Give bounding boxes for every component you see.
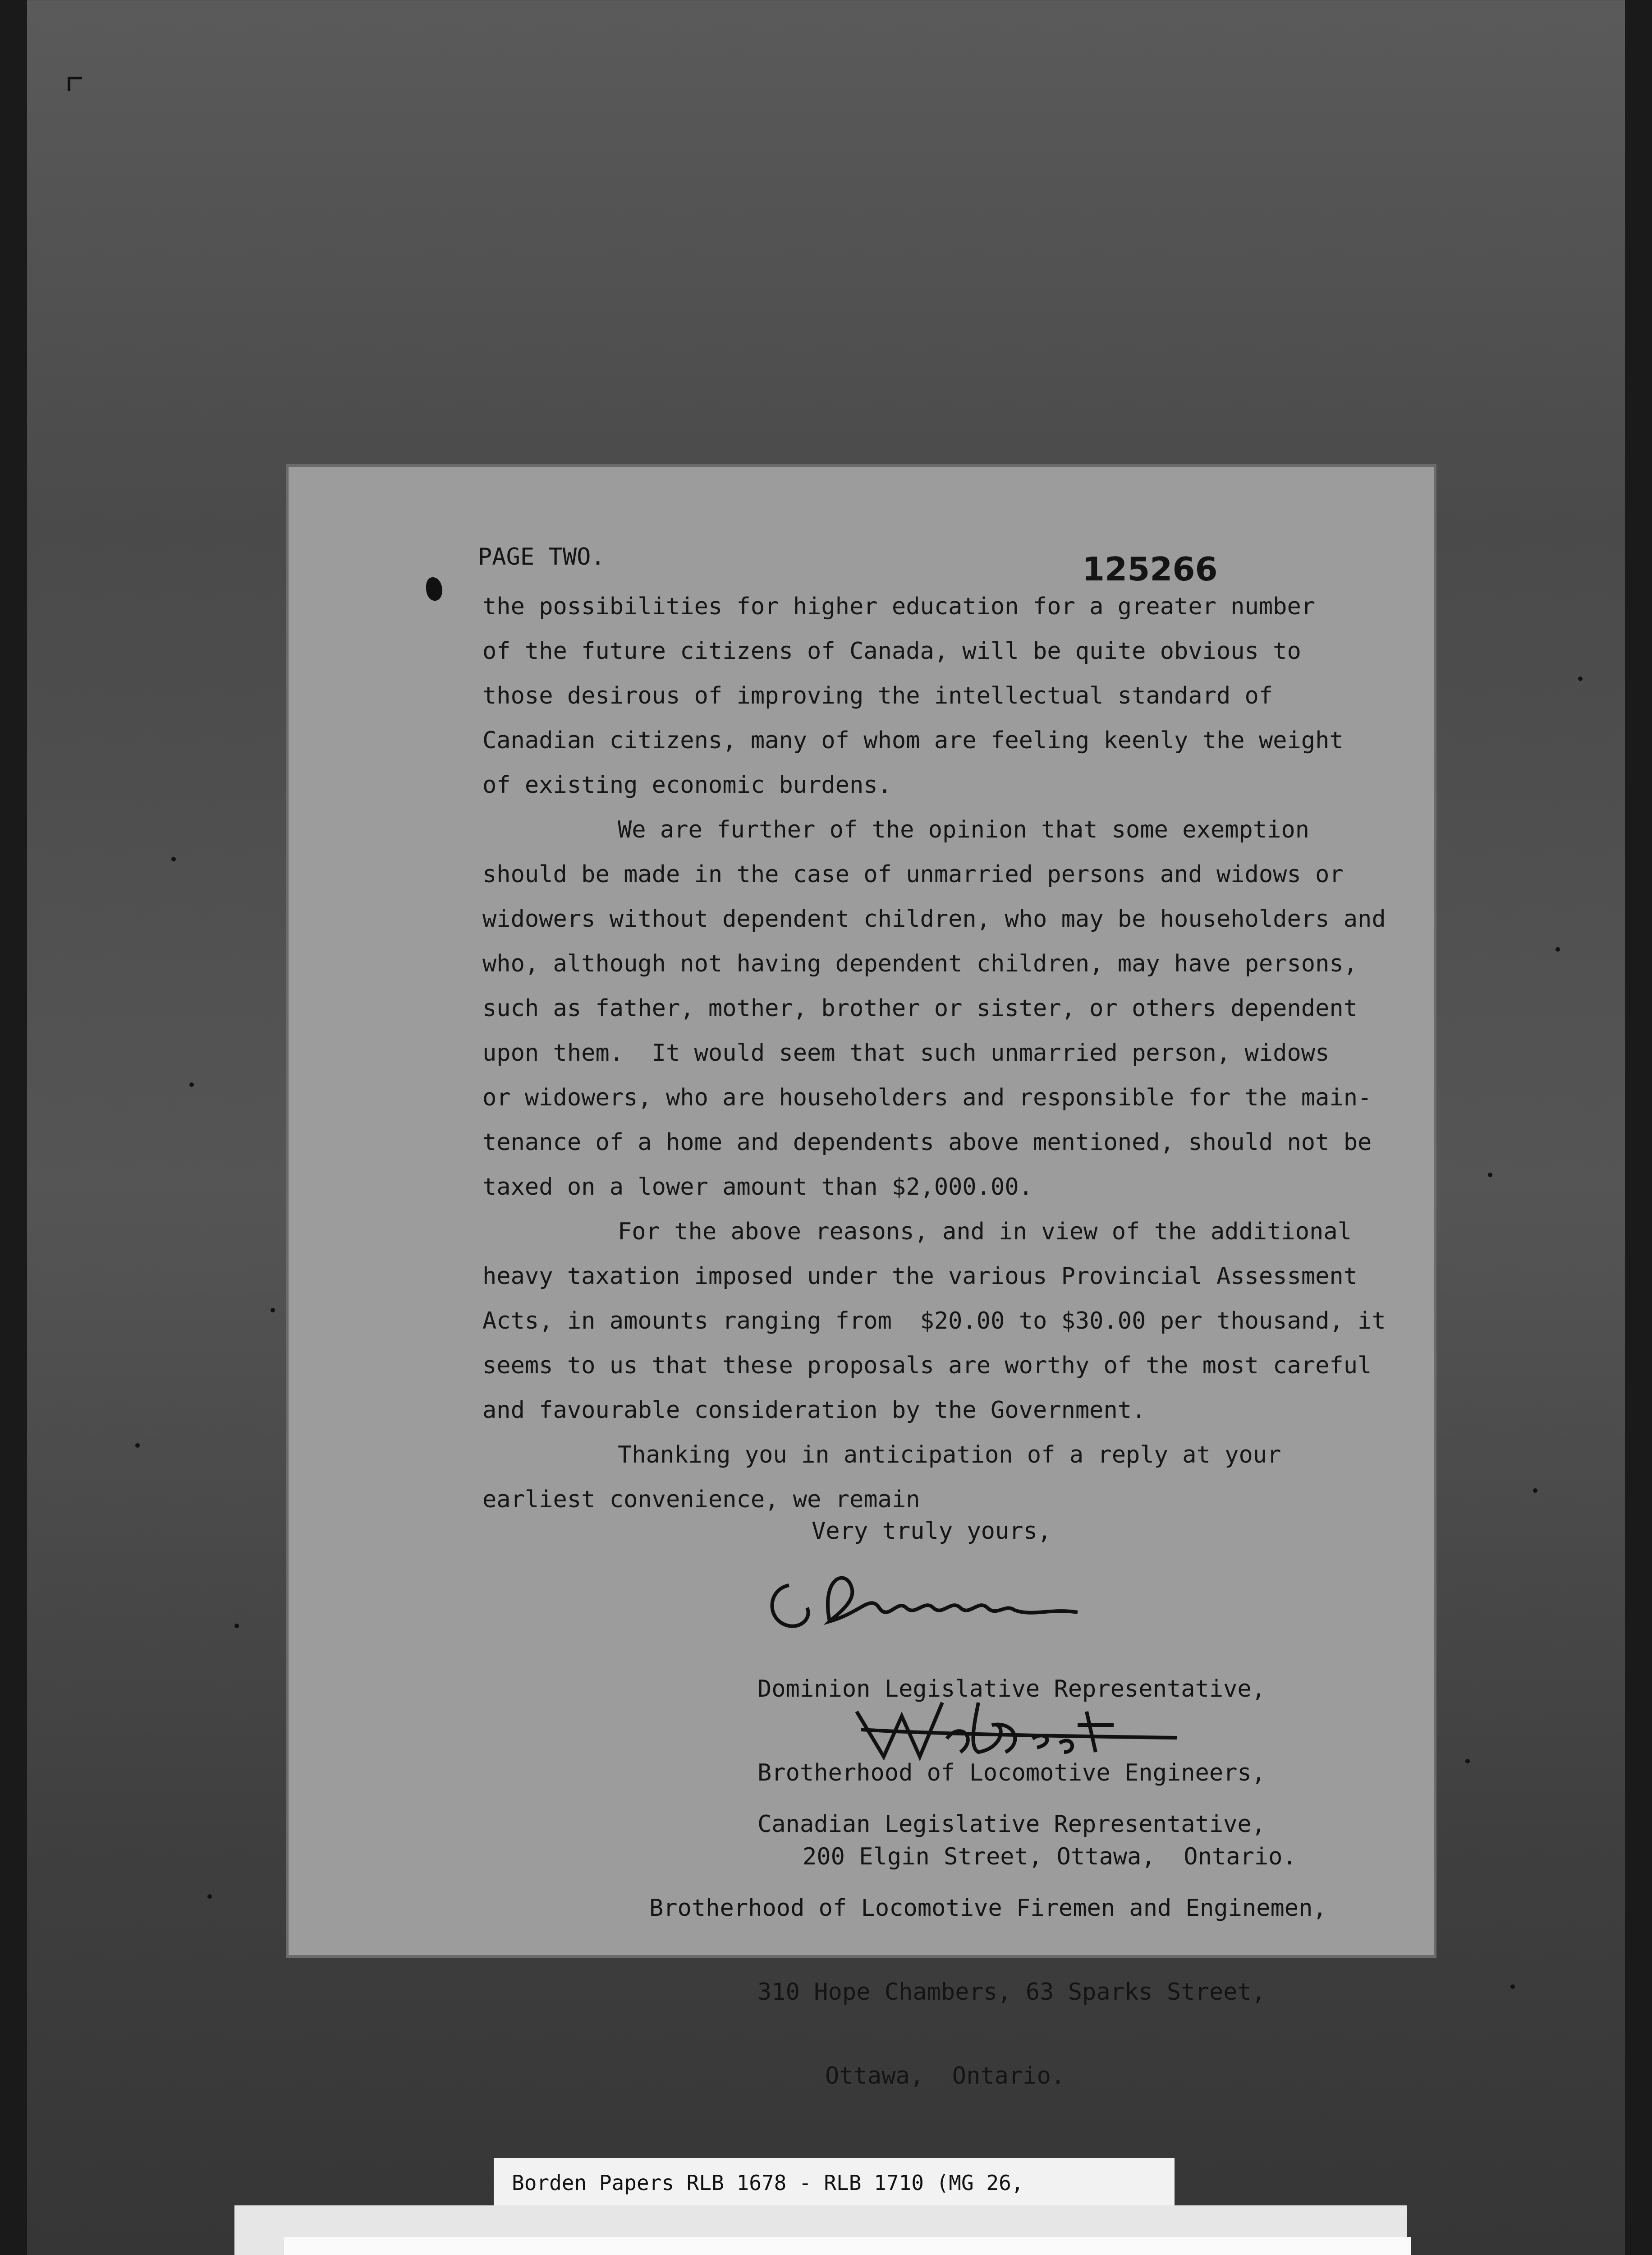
letter-line: of existing economic burdens. <box>482 772 892 799</box>
letter-line: should be made in the case of unmarried persons and widows or <box>482 861 1344 888</box>
archive-label <box>284 2237 1411 2255</box>
page-label: PAGE TWO. <box>478 543 605 571</box>
letter-line: heavy taxation imposed under the various Provincial Assessment <box>482 1263 1358 1290</box>
corner-mark <box>68 77 82 91</box>
signatory-1-line: Brotherhood of Locomotive Engineers, <box>757 1759 1266 1786</box>
speck <box>135 1443 140 1448</box>
letter-line: taxed on a lower amount than $2,000.00. <box>482 1174 1033 1201</box>
signatory-2-block <box>649 1754 1327 2146</box>
speck <box>1556 947 1560 952</box>
letter-line: For the above reasons, and in view of the additional <box>618 1218 1352 1245</box>
reference-line-1: Borden Papers RLB 1678 - RLB 1710 (MG 26, <box>512 2171 1024 2195</box>
letter-line: those desirous of improving the intellectual standard of <box>482 682 1273 709</box>
document-number: 125266 <box>1082 550 1218 588</box>
speck <box>234 1624 239 1628</box>
letter-line: tenance of a home and dependents above mentioned, should not be <box>482 1129 1372 1156</box>
letter-line: earliest convenience, we remain <box>482 1486 920 1513</box>
letter-line: Acts, in amounts ranging from $20.00 to $30.00 per thousand, it <box>482 1307 1386 1335</box>
letter-line: and favourable consideration by the Government. <box>482 1397 1146 1424</box>
speck <box>1510 1984 1515 1989</box>
letter-line: Thanking you in anticipation of a reply at your <box>618 1441 1281 1468</box>
letter-line: who, although not having dependent children, may have persons, <box>482 950 1358 977</box>
speck <box>271 1308 275 1312</box>
signatory-1-line: Dominion Legislative Representative, <box>757 1675 1266 1703</box>
ink-mark <box>426 577 442 601</box>
signatory-2-line: Ottawa, Ontario. <box>825 2062 1065 2089</box>
letter-line: widowers without dependent children, who may be householders and <box>482 906 1386 933</box>
speck <box>1465 1759 1470 1763</box>
letter-line: Canadian citizens, many of whom are feeling keenly the weight <box>482 727 1344 754</box>
letter-line: the possibilities for higher education for a greater number <box>482 593 1316 620</box>
speck <box>189 1082 194 1087</box>
speck <box>207 1894 212 1899</box>
signatory-1-line: 200 Elgin Street, Ottawa, Ontario. <box>803 1843 1297 1870</box>
signature-2 <box>843 1684 1186 1766</box>
speck <box>1488 1173 1492 1177</box>
archive-label-card <box>234 2205 1407 2255</box>
letter-line: We are further of the opinion that some exemption <box>618 816 1310 843</box>
letter-line: seems to us that these proposals are worthy of the most careful <box>482 1352 1372 1379</box>
signatory-2-line: 310 Hope Chambers, 63 Sparks Street, <box>757 1979 1266 2006</box>
speck <box>1578 676 1583 681</box>
signatory-2-line: Canadian Legislative Representative, <box>757 1811 1266 1838</box>
letter-line: or widowers, who are householders and responsible for the main- <box>482 1084 1372 1111</box>
letter-line: upon them. It would seem that such unmarried person, widows <box>482 1040 1330 1067</box>
closing: Very truly yours, <box>812 1518 1052 1545</box>
film-edge-right <box>1625 0 1652 2255</box>
letter-page <box>289 467 1434 2089</box>
letter-line: of the future citizens of Canada, will be quite obvious to <box>482 638 1301 665</box>
speck <box>171 857 176 861</box>
speck <box>1533 1488 1537 1493</box>
film-edge-left <box>0 0 27 2255</box>
letter-line: such as father, mother, brother or sister, or others dependent <box>482 995 1358 1022</box>
signatory-2-line: Brotherhood of Locomotive Firemen and Enginemen, <box>649 1895 1327 1922</box>
